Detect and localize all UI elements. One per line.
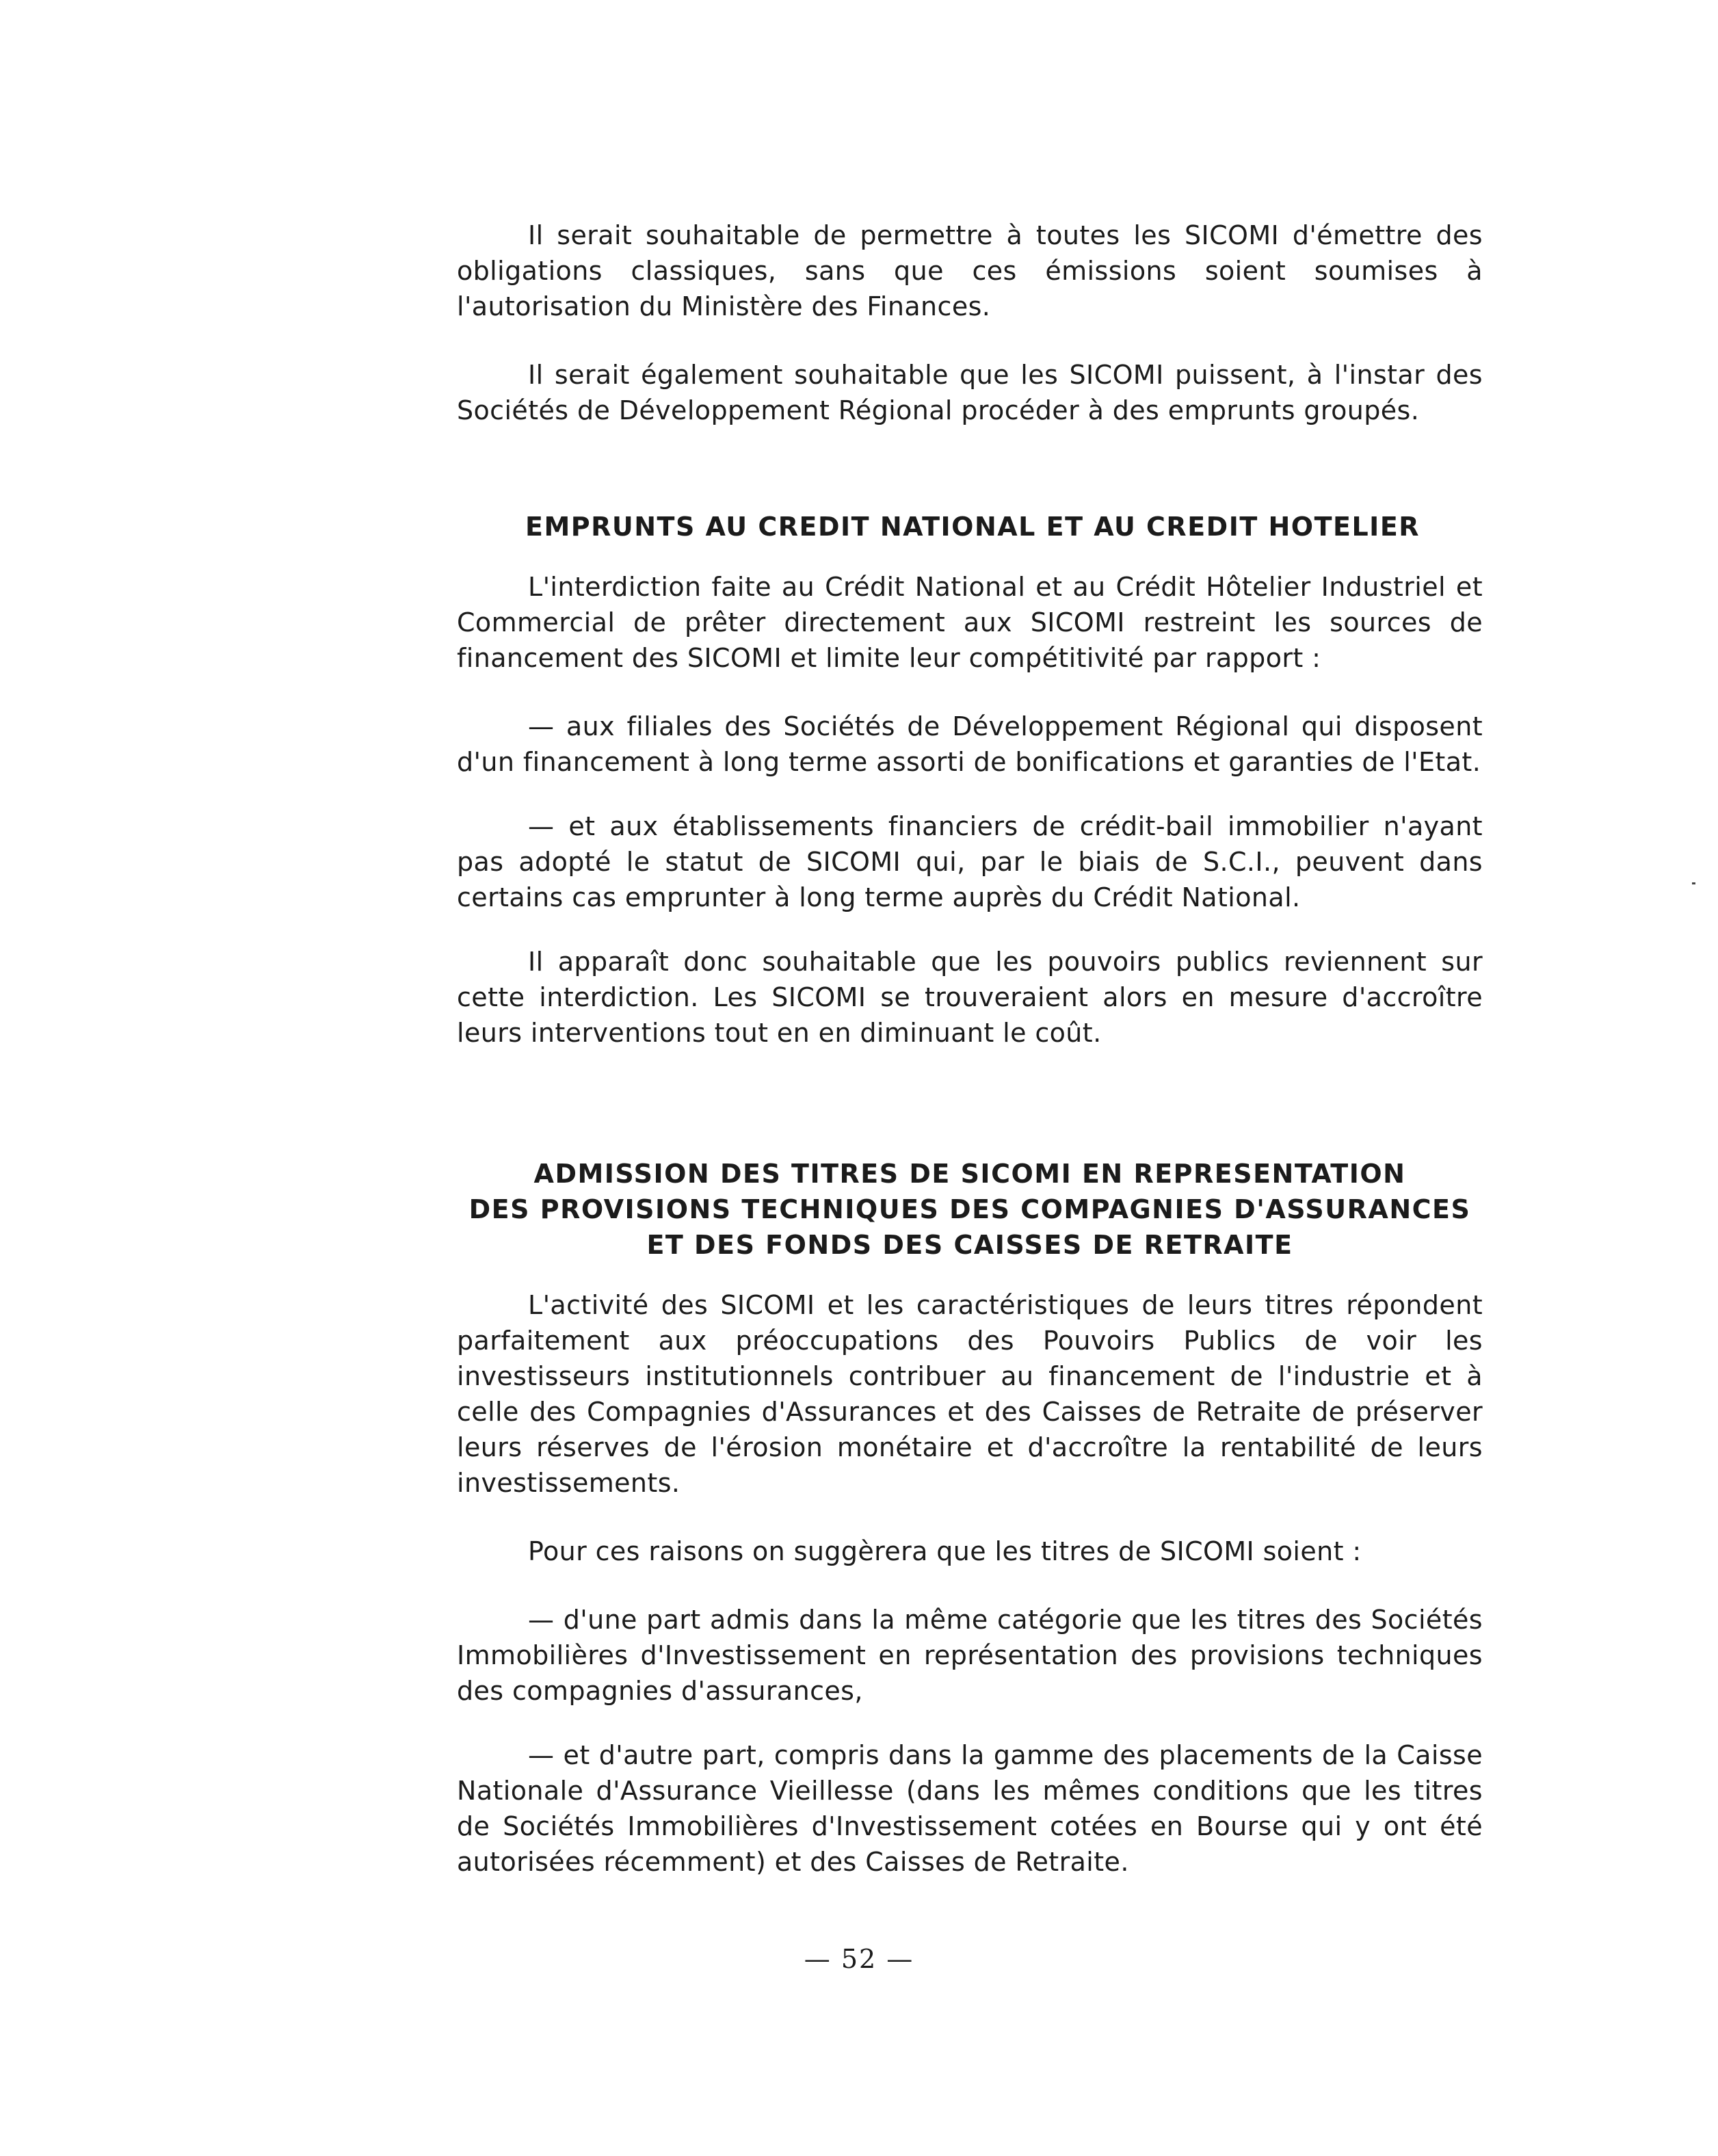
- intro-paragraph: Il serait également souhaitable que les SICOMI puissent, à l'instar des Sociétés de Développement Régional procéder à des emprunts groupés.: [457, 360, 1483, 425]
- list-item: — et d'autre part, compris dans la gamme des placements de la Caisse Nationale d'Assurance Vieillesse (dans les mêmes conditions que les titres de Sociétés Immobilières d'Investissement cotées en Bourse qui y ont été autorisées récemment) et des Caisses de Retraite.: [457, 1740, 1483, 1877]
- section-heading-admission-line-2: DES PROVISIONS TECHNIQUES DES COMPAGNIES D'ASSURANCES: [468, 1194, 1471, 1224]
- text-column: [457, 218, 1483, 1880]
- body-paragraph: Pour ces raisons on suggèrera que les titres de SICOMI soient :: [528, 1536, 1362, 1566]
- section-heading-admission-line-3: ET DES FONDS DES CAISSES DE RETRAITE: [646, 1230, 1293, 1260]
- body-paragraph: L'activité des SICOMI et les caractéristiques de leurs titres répondent parfaitement aux préoccupations des Pouvoirs Publics de voir les investisseurs institutionnels contribuer au financement de l'industrie et à celle des Compagnies d'Assurances et des Caisses de Retraite de préserver leurs réserves de l'érosion monétaire et d'accroître la rentabilité de leurs investissements.: [457, 1290, 1483, 1498]
- intro-paragraph: Il serait souhaitable de permettre à toutes les SICOMI d'émettre des obligations classiques, sans que ces émissions soient soumises à l'autorisation du Ministère des Finances.: [457, 220, 1483, 321]
- body-paragraph: Il apparaît donc souhaitable que les pouvoirs publics reviennent sur cette interdiction. Les SICOMI se trouveraient alors en mesure d'accroître leurs interventions tout en en diminuant le coût.: [457, 947, 1483, 1048]
- page-number: — 52 —: [804, 1944, 914, 1974]
- body-paragraph: L'interdiction faite au Crédit National et au Crédit Hôtelier Industriel et Commercial de prêter directement aux SICOMI restreint les sources de financement des SICOMI et limite leur compétitivité par rapport :: [457, 572, 1483, 673]
- section-heading-admission-line-1: ADMISSION DES TITRES DE SICOMI EN REPRESENTATION: [533, 1159, 1406, 1189]
- scan-speck: [1692, 882, 1695, 884]
- section-heading-emprunts: EMPRUNTS AU CREDIT NATIONAL ET AU CREDIT HOTELIER: [525, 512, 1420, 542]
- list-item: — aux filiales des Sociétés de Développement Régional qui disposent d'un financement à long terme assorti de bonifications et garanties de l'Etat.: [457, 711, 1483, 777]
- list-item: — et aux établissements financiers de crédit-bail immobilier n'ayant pas adopté le statut de SICOMI qui, par le biais de S.C.I., peuvent dans certains cas emprunter à long terme auprès du Crédit National.: [457, 811, 1483, 912]
- list-item: — d'une part admis dans la même catégorie que les titres des Sociétés Immobilières d'Investissement en représentation des provisions techniques des compagnies d'assurances,: [457, 1605, 1483, 1706]
